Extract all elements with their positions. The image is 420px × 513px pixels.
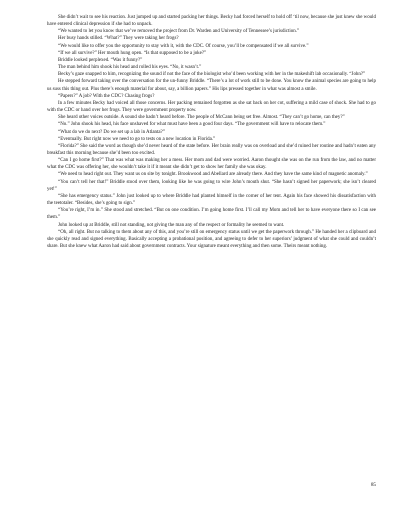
paragraph: “We need to head right out. They want us on site by tonight. Brookwood and Abellard are already there. And they have the same kind of magnetic anomaly.” bbox=[58, 172, 368, 178]
paragraph: The man behind him shook his head and rolled his eyes. “No, it wasn’t.” bbox=[58, 65, 202, 71]
paragraph: “What do we do next? Do we set up a lab in Atlanta?” bbox=[58, 129, 165, 135]
paragraph: “Can I go home first?” That was what was making her a mess. Her mom and dad were worried. Aaron thought she was on the run from the law, and no matter what the CDC was offering her, she wouldn’t take it if it meant she didn’t get to show her family she was okay. bbox=[47, 158, 376, 171]
paragraph: “We would like to offer you the opportunity to stay with it, with the CDC. Of course, you’ll be compensated if we all survive.” bbox=[58, 43, 309, 49]
paragraph: He stepped forward taking over the conversation for the un-funny Briddle. “There’s a lot of work still to be done. You know the animal species are going to help us suss this thing out. Plus there’s enough material for about, say, a billion papers.” His lips pressed together in what was almost a smile. bbox=[47, 79, 376, 92]
paragraph: “Oh, all right. But no talking to them about any of this, and you’re still on emergency status until we get the paperwork through.” He handed her a clipboard and she quickly read and signed everything. Basically accepting a probational position, and agreeing to defer to her superiors’ judgment of what she could and couldn’t share. But she knew what Aaron had said about government contracts. Your signature meant everything and then some. Theirs meant nothing. bbox=[47, 229, 376, 249]
paragraph: “You’re right, I’m in.” She stood and stretched. “But on one condition. I’m going home first. I’ll call my Mom and tell her to have everyone there so I can see them.” bbox=[47, 208, 376, 221]
paragraph: Becky’s gaze snapped to him, recognizing the sound if not the face of the biologist who’d been working with her in the makeshift lab occasionally. “John?” bbox=[58, 72, 366, 78]
paragraph: She didn’t wait to see his reaction. Just jumped up and started packing her things. Becky had forced herself to hold off ‘til now, because she just knew she would have entered clinical depression if she had to unpack. bbox=[47, 15, 376, 28]
paragraph: “Florida?” She said the word as though she’d never heard of the state before. Her brain really was on overload and she’d ruined her routine and hadn’t eaten any breakfast this morning because she’d been too excited. bbox=[47, 143, 376, 156]
paragraph: “Eventually. But right now we need to go to tests on a new location in Florida.” bbox=[58, 136, 216, 142]
paragraph: “No.” John shook his head, his face unshaved for what must have been a good four days. “The government will have to relocate them.” bbox=[58, 122, 326, 128]
document-page bbox=[47, 14, 376, 250]
paragraph: “You can’t tell her that!” Briddle stood over them, looking like he was going to wire John’s mouth shut. “She hasn’t signed her paperwork; she isn’t cleared yet!” bbox=[47, 179, 376, 192]
paragraph: Briddle looked perplexed. “Was it funny?” bbox=[58, 57, 143, 63]
paragraph: “She has emergency status.” John just looked up to where Briddle had planted himself in the corner of her tent. Again his face showed his dissatisfaction with the teetotaler. “Besides, she’s going to sign.” bbox=[47, 193, 376, 207]
paragraph: “Papers?” A job? With the CDC? Chasing frogs? bbox=[58, 93, 155, 99]
page-number: 85 bbox=[370, 482, 376, 488]
paragraph: Her busy hands stilled. “What?” They were taking her frogs? bbox=[58, 36, 179, 42]
paragraph: “If we all survive?” Her mouth hung open. “Is that supposed to be a joke?” bbox=[58, 50, 207, 56]
paragraph: “We wanted to let you know that we’ve removed the project from Dr. Warden and University of Tennessee’s jurisdiction.” bbox=[58, 29, 300, 35]
paragraph: She heard other voices outside. A sound she hadn’t heard before. The people of McCann being set free. Almost. “They can’t go home, can they?” bbox=[58, 115, 345, 121]
paragraph: John looked up at Briddle, still not standing, not giving the man any of the respect or formality he seemed to want. bbox=[58, 222, 285, 228]
paragraph: In a few minutes Becky had voiced all those concerns. Her packing remained forgotten as she sat back on her cot, suffering a mild case of shock. She had to go with the CDC or hand over her frogs. They were government property now. bbox=[47, 100, 376, 114]
